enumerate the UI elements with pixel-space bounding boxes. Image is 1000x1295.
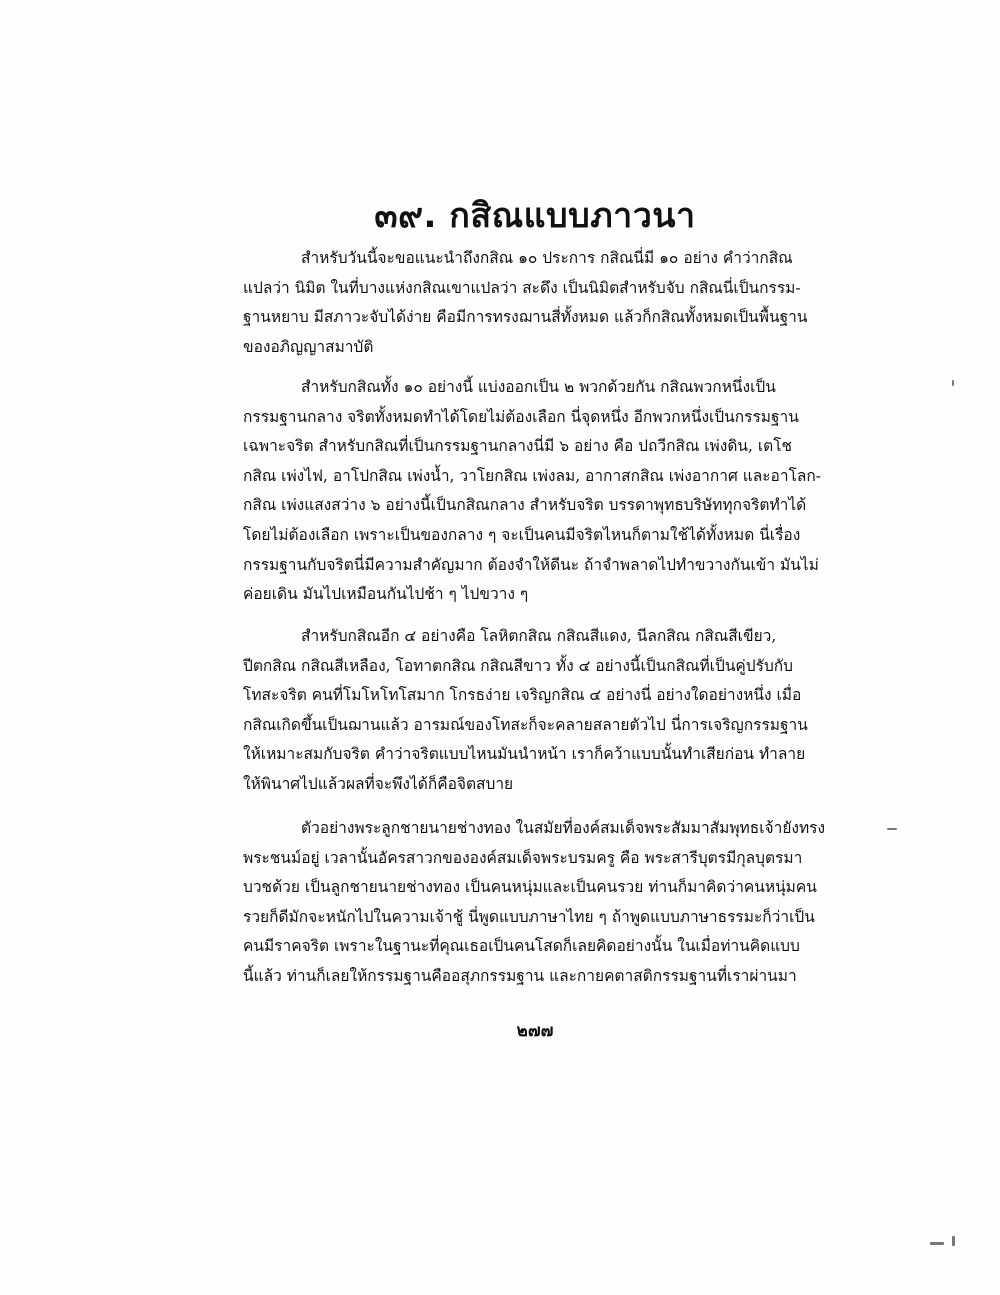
text-line: ให้เหมาะสมกับจริต คำว่าจริตแบบไหนมันนำหน้า เราก็คว้าแบบนั้นทำเสียก่อน ทำลาย [243, 745, 806, 764]
text-line: สำหรับกสิณทั้ง ๑๐ อย่างนี้ แบ่งออกเป็น ๒ พวกด้วยกัน กสิณพวกหนึ่งเป็น [301, 378, 776, 396]
text-line: ฐานหยาบ มีสภาวะจับได้ง่าย คือมีการทรงฌานสี่ทั้งหมด แล้วก็กสิณทั้งหมดเป็นพื้นฐาน [243, 308, 808, 327]
scan-speck [952, 380, 954, 386]
text-line: กสิณ เพ่งแสงสว่าง ๖ อย่างนี้เป็นกสิณกลาง สำหรับจริต บรรดาพุทธบริษัททุกจริตทำได้ [243, 496, 807, 515]
text-line: กสิณ เพ่งไฟ, อาโปกสิณ เพ่งน้ำ, วาโยกสิณ เพ่งลม, อากาสกสิณ เพ่งอากาศ และอาโลก- [243, 466, 821, 485]
text-line: บวชด้วย เป็นลูกชายนายช่างทอง เป็นคนหนุ่มและเป็นคนรวย ท่านก็มาคิดว่าคนหนุ่มคน [243, 878, 817, 897]
scan-speck [952, 1236, 955, 1246]
text-line: กรรมฐานกับจริตนี่มีความสำคัญมาก ต้องจำให้ดีนะ ถ้าจำพลาดไปทำขวางกันเข้า มันไม่ [243, 555, 819, 574]
text-line: กรรมฐานกลาง จริตทั้งหมดทำได้โดยไม่ต้องเลือก นี่จุดหนึ่ง อีกพวกหนึ่งเป็นกรรมฐาน [243, 407, 799, 426]
paragraph-3 [243, 622, 834, 800]
text-line: ให้พินาศไปแล้วผลที่จะพึงได้ก็คือจิตสบาย [243, 774, 514, 793]
text-line: สำหรับวันนี้จะขอแนะนำถึงกสิณ ๑๐ ประการ กสิณนี่มี ๑๐ อย่าง คำว่ากสิณ [301, 249, 793, 267]
text-line: นี้แล้ว ท่านก็เลยให้กรรมฐานคืออสุภกรรมฐาน และกายคตาสติกรรมฐานที่เราผ่านมา [243, 966, 797, 985]
paragraph-1 [243, 244, 834, 362]
text-line: ตัวอย่างพระลูกชายนายช่างทอง ในสมัยที่องค์สมเด็จพระสัมมาสัมพุทธเจ้ายังทรง [301, 819, 826, 837]
scan-speck [887, 828, 897, 830]
text-line: เฉพาะจริต สำหรับกสิณที่เป็นกรรมฐานกลางนี่มี ๖ อย่าง คือ ปถวีกสิณ เพ่งดิน, เตโช [243, 437, 793, 456]
text-line: ของอภิญญาสมาบัติ [243, 337, 374, 356]
text-line: รวยก็ดีมักจะหนักไปในความเจ้าชู้ นี่พูดแบบภาษาไทย ๆ ถ้าพูดแบบภาษาธรรมะก็ว่าเป็น [243, 907, 815, 926]
text-line: คนมีราคจริต เพราะในฐานะที่คุณเธอเป็นคนโสดก็เลยคิดอย่างนั้น ในเมื่อท่านคิดแบบ [243, 937, 800, 956]
scan-speck [930, 1242, 944, 1245]
chapter-title: ๓๙. กสิณแบบภาวนา [374, 196, 696, 236]
text-line: ค่อยเดิน มันไปเหมือนกันไปช้า ๆ ไปขวาง ๆ [243, 585, 529, 604]
text-line: พระชนม์อยู่ เวลานั้นอัครสาวกขององค์สมเด็จพระบรมครู คือ พระสารีบุตรมีกุลบุตรมา [243, 848, 803, 867]
text-line: กสิณเกิดขึ้นเป็นฌานแล้ว อารมณ์ของโทสะก็จะคลายสลายตัวไป นี่การเจริญกรรมฐาน [243, 715, 808, 734]
text-line: โทสะจริต คนที่โมโหโทโสมาก โกรธง่าย เจริญกสิณ ๔ อย่างนี่ อย่างใดอย่างหนึ่ง เมื่อ [243, 686, 802, 705]
page-number: ๒๗๗ [516, 1021, 554, 1041]
paragraph-4 [243, 814, 834, 992]
text-line: แปลว่า นิมิต ในที่บางแห่งกสิณเขาแปลว่า สะดึง เป็นนิมิตสำหรับจับ กสิณนี่เป็นกรรม- [243, 278, 801, 297]
text-line: ปีตกสิณ กสิณสีเหลือง, โอทาตกสิณ กสิณสีขาว ทั้ง ๔ อย่างนี้เป็นกสิณที่เป็นคู่ปรับกับ [243, 656, 794, 675]
text-line: โดยไม่ต้องเลือก เพราะเป็นของกลาง ๆ จะเป็นคนมีจริตไหนก็ตามใช้ได้ทั้งหมด นี่เรื่อง [243, 525, 801, 544]
paragraph-2 [243, 373, 834, 610]
text-line: สำหรับกสิณอีก ๔ อย่างคือ โลหิตกสิณ กสิณสีแดง, นีลกสิณ กสิณสีเขียว, [301, 627, 777, 645]
